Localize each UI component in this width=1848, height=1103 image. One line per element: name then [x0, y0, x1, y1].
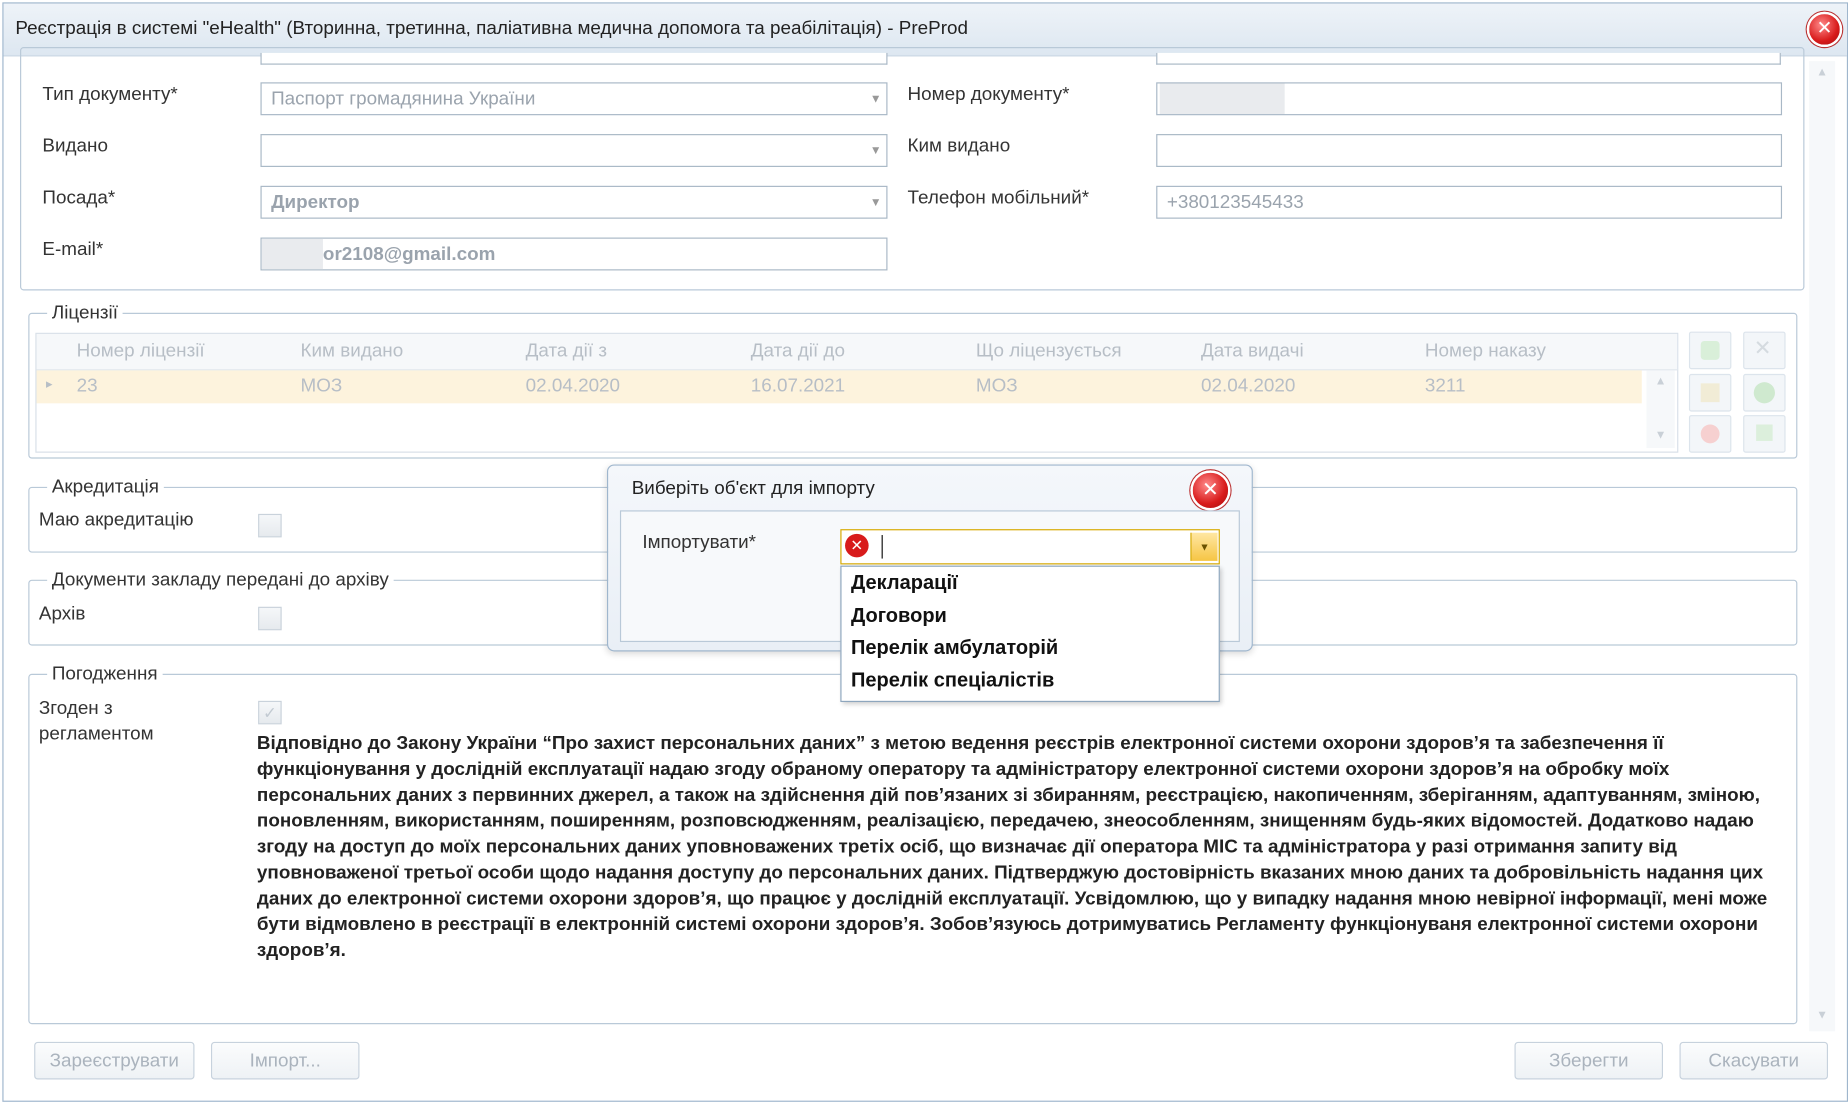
- agreement-text: Відповідно до Закону України “Про захист персональних даних” з метою ведення реєстрів електронної системи охорони здоров’я та забезпечення її функціонування у дослідній експлуатації надаю згоду обраному оператору та адміністратору електронної системи охорони здоров’я на обробку моїх персональних даних з первинних джерел, а також на здійснення дій пов’язаних зі збиранням, реєстрацією, накопиченням, зберіганням, адаптуванням, зміною, поновленням, використанням, поширенням, розповсюдженням, реалізацією, передачею, знеособленням, знищенням будь-яких відомостей. Додатково надаю згоду на доступ до моїх персональних даних уповноважених третіх осіб, що визначає дії оператора МІС та адміністратора у разі отримання запиту від уповноваженої третьої особи щодо надання доступу до персональних даних. Підтверджую достовірність вказаних мною даних та добровільність надання цих даних до електронної системи охорони здоров’я, що працює у дослідній експлуатації. Усвідомлюю, що у випадку надання мною невірної інформації, мені може бути відмовлено в реєстрації в електронній системі охорони здоров’я. Зобов’язуюсь дотримуватись Регламенту функціонуваня електронної системи охорони здоров’я.: [256, 733, 1768, 961]
- partial-field-top-left: [260, 53, 887, 65]
- cell-valid-to: 16.07.2021: [750, 376, 846, 397]
- copy-license-button[interactable]: [1689, 374, 1731, 412]
- col-valid-from[interactable]: Дата дії з: [525, 341, 607, 362]
- accreditation-checkbox[interactable]: [258, 514, 282, 538]
- col-valid-to[interactable]: Дата дії до: [750, 341, 845, 362]
- import-options-list: [840, 566, 1220, 702]
- doc-type-value: Паспорт громадянина України: [271, 89, 536, 110]
- phone-value: +380123545433: [1166, 192, 1304, 213]
- col-issue-date[interactable]: Дата видачі: [1200, 341, 1304, 362]
- doc-type-label: Тип документу*: [42, 84, 178, 105]
- save-button[interactable]: Зберегти: [1515, 1042, 1664, 1080]
- flag-icon: [1756, 424, 1773, 440]
- email-input[interactable]: [260, 238, 887, 271]
- doc-number-input[interactable]: [1156, 82, 1782, 115]
- chevron-up-icon[interactable]: ▲: [1654, 375, 1667, 389]
- licenses-grid: [35, 333, 1678, 453]
- agreement-label-line1: Згоден з: [38, 698, 113, 719]
- accreditation-label: Маю акредитацію: [38, 510, 194, 531]
- chevron-down-icon: ▼: [869, 92, 882, 106]
- add-icon: [1701, 341, 1720, 360]
- phone-input[interactable]: [1156, 186, 1782, 219]
- import-option-ambulatories[interactable]: Перелік амбулаторій: [850, 636, 1059, 659]
- document-icon: [1701, 383, 1720, 402]
- issued-label: Видано: [42, 136, 108, 157]
- cell-license-number: 23: [76, 376, 98, 397]
- position-value: Директор: [271, 192, 360, 213]
- register-button[interactable]: Зареєструвати: [34, 1042, 194, 1080]
- redacted-block: [262, 239, 323, 270]
- issued-select[interactable]: [260, 134, 887, 167]
- chevron-down-icon[interactable]: ▼: [1190, 533, 1217, 561]
- agreement-legend: Погодження: [47, 664, 162, 685]
- error-icon: ✕: [845, 534, 869, 558]
- chevron-down-icon[interactable]: ▼: [1816, 1008, 1828, 1022]
- col-license-number[interactable]: Номер ліцензії: [76, 341, 205, 362]
- window-scrollbar[interactable]: [1809, 61, 1835, 1031]
- import-dialog-close-icon[interactable]: ✕: [1190, 470, 1230, 510]
- position-select[interactable]: [260, 186, 887, 219]
- col-issued-by[interactable]: Ким видано: [300, 341, 404, 362]
- col-licensed-activity[interactable]: Що ліцензується: [975, 341, 1122, 362]
- import-option-declarations[interactable]: Декларації: [850, 571, 958, 594]
- import-dialog-title: Виберіть об'єкт для імпорту: [631, 478, 875, 499]
- licenses-legend: Ліцензії: [47, 303, 123, 324]
- flag-license-button[interactable]: [1743, 415, 1785, 453]
- accreditation-legend: Акредитація: [47, 477, 163, 498]
- agreement-label-line2: регламентом: [38, 724, 154, 745]
- cell-issue-date: 02.04.2020: [1200, 376, 1296, 397]
- refresh-icon: [1754, 382, 1775, 403]
- row-pointer-icon: ▸: [45, 377, 53, 392]
- wrench-icon: ✕: [1753, 336, 1772, 360]
- add-license-button[interactable]: [1689, 332, 1731, 370]
- phone-label: Телефон мобільний*: [907, 188, 1090, 209]
- chevron-up-icon[interactable]: ▲: [1816, 65, 1828, 79]
- delete-license-button[interactable]: [1689, 415, 1731, 453]
- edit-license-button[interactable]: [1743, 332, 1785, 370]
- chevron-down-icon: ▼: [869, 196, 882, 210]
- cancel-button[interactable]: Скасувати: [1680, 1042, 1829, 1080]
- chevron-down-icon[interactable]: ▼: [1654, 429, 1667, 443]
- import-field-label: Імпортувати*: [642, 532, 756, 553]
- issued-by-input[interactable]: [1156, 134, 1782, 167]
- refresh-license-button[interactable]: [1743, 374, 1785, 412]
- email-value: or2108@gmail.com: [322, 244, 496, 265]
- redacted-block: [1160, 82, 1285, 114]
- import-option-contracts[interactable]: Договори: [850, 604, 947, 627]
- import-select[interactable]: [840, 529, 1220, 564]
- delete-icon: [1701, 424, 1720, 443]
- grid-scrollbar[interactable]: [1647, 370, 1675, 448]
- email-label: E-mail*: [42, 239, 104, 260]
- doc-number-label: Номер документу*: [907, 84, 1070, 105]
- issued-by-label: Ким видано: [907, 136, 1011, 157]
- cell-issued-by: МОЗ: [300, 376, 343, 397]
- archive-checkbox[interactable]: [258, 607, 282, 631]
- text-cursor: [882, 535, 883, 559]
- import-option-specialists[interactable]: Перелік спеціалістів: [850, 669, 1055, 692]
- partial-field-top-right: [1156, 53, 1781, 65]
- archive-label: Архів: [38, 604, 86, 625]
- position-label: Посада*: [42, 188, 116, 209]
- archive-legend: Документи закладу передані до архіву: [47, 570, 393, 591]
- doc-type-select[interactable]: [260, 82, 887, 115]
- cell-order-number: 3211: [1424, 376, 1466, 397]
- chevron-down-icon: ▼: [869, 144, 882, 158]
- cell-valid-from: 02.04.2020: [525, 376, 621, 397]
- cell-licensed-activity: МОЗ: [975, 376, 1018, 397]
- import-button[interactable]: Імпорт...: [211, 1042, 360, 1080]
- window-close-icon[interactable]: ✕: [1807, 12, 1842, 47]
- window-title: Реєстрація в системі "eHealth" (Вторинна, третинна, паліативна медична допомога та реабілітація) - PreProd: [15, 18, 968, 39]
- agreement-checkbox[interactable]: ✓: [258, 701, 282, 725]
- col-order-number[interactable]: Номер наказу: [1424, 341, 1546, 362]
